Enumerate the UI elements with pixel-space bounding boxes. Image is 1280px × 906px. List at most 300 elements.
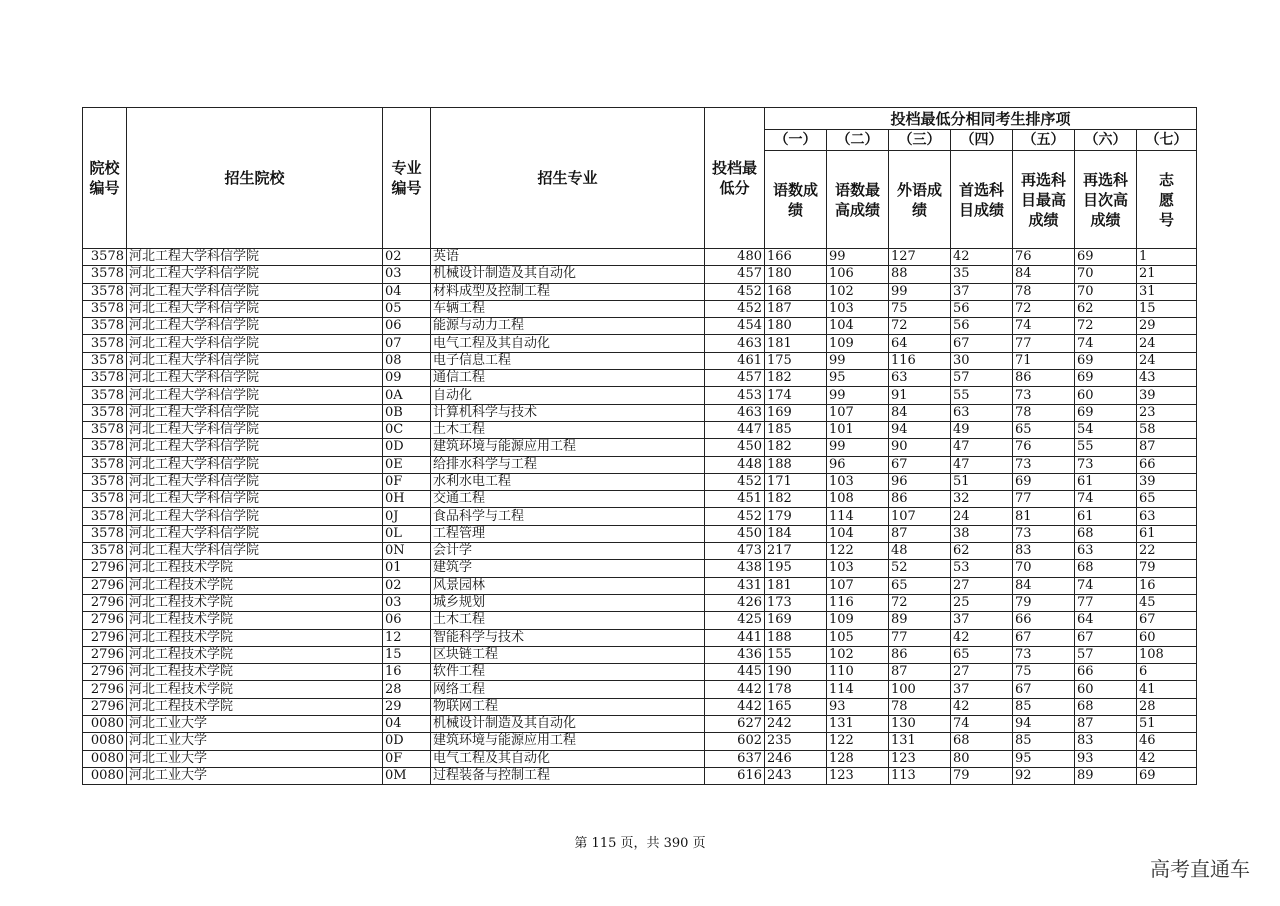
cell-item-3: 52 [889,560,951,577]
cell-major-code: 08 [383,352,431,369]
cell-item-3: 88 [889,266,951,283]
cell-item-4: 37 [951,612,1013,629]
header-school-name: 招生院校 [127,108,383,249]
cell-item-1: 178 [765,681,827,698]
cell-item-3: 131 [889,733,951,750]
header-item-no-3: （三） [889,130,951,151]
cell-item-7: 39 [1137,387,1197,404]
cell-item-6: 69 [1075,404,1137,421]
cell-item-6: 69 [1075,249,1137,266]
cell-item-5: 70 [1013,560,1075,577]
cell-school-name: 河北工程大学科信学院 [127,300,383,317]
cell-major-name: 建筑学 [431,560,705,577]
header-school-code: 院校编号 [83,108,127,249]
cell-major-name: 土木工程 [431,421,705,438]
cell-school-code: 3578 [83,266,127,283]
page-number: 第 115 页，共 390 页 [574,836,706,851]
cell-item-3: 123 [889,750,951,767]
cell-min-score: 450 [705,439,765,456]
cell-item-5: 67 [1013,629,1075,646]
cell-item-7: 69 [1137,767,1197,784]
cell-school-name: 河北工程大学科信学院 [127,421,383,438]
cell-item-4: 42 [951,629,1013,646]
table-row [83,491,1197,508]
cell-school-code: 3578 [83,300,127,317]
cell-item-2: 105 [827,629,889,646]
cell-item-7: 51 [1137,716,1197,733]
cell-major-name: 建筑环境与能源应用工程 [431,733,705,750]
cell-major-name: 材料成型及控制工程 [431,283,705,300]
table-row [83,698,1197,715]
cell-item-7: 43 [1137,370,1197,387]
cell-item-2: 122 [827,733,889,750]
cell-item-6: 74 [1075,491,1137,508]
cell-min-score: 627 [705,716,765,733]
cell-item-1: 168 [765,283,827,300]
table-row [83,525,1197,542]
cell-school-code: 3578 [83,473,127,490]
cell-major-code: 15 [383,646,431,663]
cell-min-score: 451 [705,491,765,508]
cell-item-2: 128 [827,750,889,767]
table-header [83,108,1197,249]
cell-item-5: 95 [1013,750,1075,767]
cell-item-7: 29 [1137,318,1197,335]
cell-item-1: 188 [765,456,827,473]
cell-item-6: 72 [1075,318,1137,335]
cell-min-score: 473 [705,543,765,560]
cell-item-1: 182 [765,439,827,456]
cell-item-6: 73 [1075,456,1137,473]
cell-major-code: 0D [383,439,431,456]
cell-major-name: 工程管理 [431,525,705,542]
cell-major-code: 0B [383,404,431,421]
cell-item-5: 69 [1013,473,1075,490]
table-row [83,612,1197,629]
cell-item-5: 83 [1013,543,1075,560]
cell-item-2: 107 [827,404,889,421]
header-item-no-4: （四） [951,130,1013,151]
cell-school-code: 3578 [83,387,127,404]
cell-item-4: 32 [951,491,1013,508]
cell-school-code: 2796 [83,664,127,681]
table-row [83,387,1197,404]
cell-school-code: 2796 [83,646,127,663]
cell-item-3: 77 [889,629,951,646]
cell-item-5: 85 [1013,698,1075,715]
table-row [83,646,1197,663]
cell-item-3: 116 [889,352,951,369]
cell-school-name: 河北工程技术学院 [127,612,383,629]
cell-item-2: 102 [827,646,889,663]
cell-item-6: 61 [1075,473,1137,490]
table-row [83,318,1197,335]
cell-item-5: 74 [1013,318,1075,335]
cell-school-name: 河北工程大学科信学院 [127,456,383,473]
cell-item-6: 77 [1075,594,1137,611]
cell-item-3: 72 [889,318,951,335]
cell-major-name: 英语 [431,249,705,266]
cell-item-5: 78 [1013,283,1075,300]
cell-item-4: 62 [951,543,1013,560]
cell-item-2: 104 [827,318,889,335]
header-item-label-7: 志愿号 [1137,151,1197,249]
cell-major-name: 机械设计制造及其自动化 [431,716,705,733]
cell-min-score: 436 [705,646,765,663]
cell-item-6: 63 [1075,543,1137,560]
cell-school-code: 3578 [83,491,127,508]
cell-item-5: 94 [1013,716,1075,733]
cell-school-name: 河北工程技术学院 [127,594,383,611]
cell-major-code: 06 [383,612,431,629]
cell-school-name: 河北工程技术学院 [127,681,383,698]
cell-school-code: 2796 [83,629,127,646]
header-item-label-2: 语数最高成绩 [827,151,889,249]
header-major-code: 专业编号 [383,108,431,249]
cell-major-name: 车辆工程 [431,300,705,317]
cell-school-name: 河北工业大学 [127,716,383,733]
cell-school-name: 河北工程技术学院 [127,577,383,594]
cell-min-score: 463 [705,335,765,352]
cell-item-7: 108 [1137,646,1197,663]
cell-item-6: 93 [1075,750,1137,767]
cell-item-7: 60 [1137,629,1197,646]
cell-school-code: 3578 [83,249,127,266]
cell-school-code: 3578 [83,525,127,542]
cell-item-7: 28 [1137,698,1197,715]
cell-major-code: 0D [383,733,431,750]
cell-major-code: 05 [383,300,431,317]
cell-item-3: 48 [889,543,951,560]
cell-item-1: 179 [765,508,827,525]
cell-major-name: 智能科学与技术 [431,629,705,646]
cell-major-name: 软件工程 [431,664,705,681]
cell-item-3: 89 [889,612,951,629]
cell-school-code: 0080 [83,767,127,784]
cell-major-code: 03 [383,266,431,283]
cell-item-7: 23 [1137,404,1197,421]
table-row [83,733,1197,750]
cell-item-6: 60 [1075,681,1137,698]
cell-major-code: 0M [383,767,431,784]
table-row [83,560,1197,577]
cell-item-2: 131 [827,716,889,733]
cell-school-code: 3578 [83,283,127,300]
cell-item-5: 67 [1013,681,1075,698]
cell-major-name: 网络工程 [431,681,705,698]
cell-school-code: 2796 [83,698,127,715]
cell-item-2: 103 [827,473,889,490]
cell-item-7: 15 [1137,300,1197,317]
cell-school-code: 3578 [83,543,127,560]
cell-school-code: 3578 [83,439,127,456]
cell-major-name: 电气工程及其自动化 [431,750,705,767]
cell-item-2: 99 [827,352,889,369]
cell-item-1: 166 [765,249,827,266]
cell-major-code: 04 [383,716,431,733]
cell-item-4: 25 [951,594,1013,611]
cell-item-5: 77 [1013,335,1075,352]
cell-major-code: 28 [383,681,431,698]
cell-major-code: 0C [383,421,431,438]
cell-item-2: 93 [827,698,889,715]
cell-item-6: 83 [1075,733,1137,750]
cell-major-name: 区块链工程 [431,646,705,663]
cell-min-score: 426 [705,594,765,611]
cell-school-code: 0080 [83,716,127,733]
cell-item-4: 55 [951,387,1013,404]
cell-item-1: 217 [765,543,827,560]
cell-item-7: 24 [1137,335,1197,352]
cell-min-score: 637 [705,750,765,767]
cell-school-name: 河北工程大学科信学院 [127,318,383,335]
cell-item-3: 127 [889,249,951,266]
cell-item-6: 89 [1075,767,1137,784]
cell-item-6: 67 [1075,629,1137,646]
header-item-label-5: 再选科目最高成绩 [1013,151,1075,249]
cell-school-name: 河北工程大学科信学院 [127,266,383,283]
cell-school-code: 2796 [83,681,127,698]
cell-item-4: 65 [951,646,1013,663]
header-major-name: 招生专业 [431,108,705,249]
cell-item-4: 27 [951,577,1013,594]
cell-item-6: 70 [1075,266,1137,283]
cell-item-6: 54 [1075,421,1137,438]
cell-min-score: 425 [705,612,765,629]
cell-item-5: 73 [1013,387,1075,404]
cell-major-name: 食品科学与工程 [431,508,705,525]
cell-item-1: 180 [765,318,827,335]
cell-major-name: 过程装备与控制工程 [431,767,705,784]
admission-score-table [82,107,1197,785]
cell-min-score: 602 [705,733,765,750]
header-item-label-6: 再选科目次高成绩 [1075,151,1137,249]
cell-min-score: 452 [705,473,765,490]
cell-item-5: 92 [1013,767,1075,784]
cell-item-5: 71 [1013,352,1075,369]
cell-school-code: 2796 [83,560,127,577]
cell-major-code: 03 [383,594,431,611]
cell-item-2: 101 [827,421,889,438]
cell-school-code: 3578 [83,456,127,473]
cell-major-name: 城乡规划 [431,594,705,611]
cell-item-2: 110 [827,664,889,681]
table-row [83,283,1197,300]
cell-school-name: 河北工程技术学院 [127,629,383,646]
cell-major-name: 通信工程 [431,370,705,387]
cell-major-code: 02 [383,577,431,594]
cell-item-7: 46 [1137,733,1197,750]
cell-major-code: 0A [383,387,431,404]
cell-item-5: 84 [1013,577,1075,594]
header-min-score: 投档最低分 [705,108,765,249]
cell-item-1: 190 [765,664,827,681]
cell-item-3: 100 [889,681,951,698]
cell-item-5: 84 [1013,266,1075,283]
cell-item-5: 76 [1013,249,1075,266]
cell-major-code: 12 [383,629,431,646]
cell-item-1: 243 [765,767,827,784]
cell-item-7: 66 [1137,456,1197,473]
cell-school-code: 3578 [83,404,127,421]
cell-school-code: 2796 [83,577,127,594]
cell-item-3: 86 [889,646,951,663]
cell-min-score: 461 [705,352,765,369]
cell-item-5: 73 [1013,525,1075,542]
cell-item-2: 96 [827,456,889,473]
cell-item-2: 108 [827,491,889,508]
cell-item-6: 62 [1075,300,1137,317]
table-body [83,249,1197,785]
cell-item-3: 72 [889,594,951,611]
table-row [83,439,1197,456]
cell-item-7: 22 [1137,543,1197,560]
cell-item-5: 66 [1013,612,1075,629]
cell-item-2: 122 [827,543,889,560]
cell-major-code: 02 [383,249,431,266]
cell-item-3: 84 [889,404,951,421]
cell-item-5: 72 [1013,300,1075,317]
cell-major-name: 风景园林 [431,577,705,594]
cell-major-code: 0F [383,750,431,767]
cell-item-4: 79 [951,767,1013,784]
cell-item-2: 102 [827,283,889,300]
cell-item-2: 99 [827,249,889,266]
cell-school-name: 河北工程大学科信学院 [127,249,383,266]
table-row [83,716,1197,733]
header-item-no-7: （七） [1137,130,1197,151]
cell-item-7: 79 [1137,560,1197,577]
header-item-no-5: （五） [1013,130,1075,151]
table-row [83,577,1197,594]
cell-min-score: 438 [705,560,765,577]
cell-major-code: 0H [383,491,431,508]
cell-item-2: 95 [827,370,889,387]
cell-school-name: 河北工程技术学院 [127,664,383,681]
cell-min-score: 441 [705,629,765,646]
cell-major-name: 电子信息工程 [431,352,705,369]
cell-item-2: 103 [827,300,889,317]
header-tie-group: 投档最低分相同考生排序项 [765,108,1197,130]
cell-item-5: 73 [1013,456,1075,473]
cell-item-6: 87 [1075,716,1137,733]
watermark-text: 高考直通车 [1150,857,1250,881]
cell-major-code: 29 [383,698,431,715]
cell-major-name: 物联网工程 [431,698,705,715]
cell-item-2: 104 [827,525,889,542]
table-row [83,664,1197,681]
cell-item-4: 37 [951,681,1013,698]
cell-item-1: 181 [765,335,827,352]
cell-item-1: 185 [765,421,827,438]
cell-major-name: 交通工程 [431,491,705,508]
cell-item-1: 187 [765,300,827,317]
cell-item-1: 184 [765,525,827,542]
cell-school-name: 河北工程大学科信学院 [127,508,383,525]
cell-min-score: 452 [705,508,765,525]
table-row [83,681,1197,698]
cell-item-6: 68 [1075,698,1137,715]
cell-item-2: 114 [827,508,889,525]
cell-item-6: 61 [1075,508,1137,525]
table-row [83,404,1197,421]
cell-item-1: 182 [765,491,827,508]
cell-item-6: 74 [1075,577,1137,594]
cell-item-1: 181 [765,577,827,594]
cell-min-score: 447 [705,421,765,438]
cell-item-4: 47 [951,439,1013,456]
cell-school-code: 3578 [83,352,127,369]
cell-item-4: 35 [951,266,1013,283]
table-row [83,335,1197,352]
cell-major-name: 计算机科学与技术 [431,404,705,421]
cell-min-score: 452 [705,300,765,317]
cell-item-4: 51 [951,473,1013,490]
cell-major-name: 能源与动力工程 [431,318,705,335]
cell-major-name: 给排水科学与工程 [431,456,705,473]
cell-major-name: 电气工程及其自动化 [431,335,705,352]
cell-item-7: 16 [1137,577,1197,594]
cell-item-3: 67 [889,456,951,473]
cell-min-score: 445 [705,664,765,681]
cell-item-1: 188 [765,629,827,646]
cell-min-score: 457 [705,370,765,387]
cell-item-2: 99 [827,387,889,404]
cell-item-1: 235 [765,733,827,750]
cell-item-7: 6 [1137,664,1197,681]
cell-item-7: 42 [1137,750,1197,767]
cell-school-name: 河北工程技术学院 [127,646,383,663]
cell-item-2: 107 [827,577,889,594]
cell-school-code: 2796 [83,612,127,629]
cell-item-6: 70 [1075,283,1137,300]
cell-item-6: 69 [1075,370,1137,387]
cell-item-4: 30 [951,352,1013,369]
cell-item-7: 61 [1137,525,1197,542]
cell-item-4: 74 [951,716,1013,733]
table-row [83,249,1197,266]
cell-major-name: 自动化 [431,387,705,404]
cell-school-name: 河北工业大学 [127,733,383,750]
table-row [83,767,1197,784]
cell-min-score: 454 [705,318,765,335]
cell-min-score: 457 [705,266,765,283]
cell-item-7: 65 [1137,491,1197,508]
cell-item-5: 81 [1013,508,1075,525]
cell-item-2: 106 [827,266,889,283]
header-item-no-6: （六） [1075,130,1137,151]
cell-item-7: 58 [1137,421,1197,438]
cell-item-4: 80 [951,750,1013,767]
cell-school-code: 0080 [83,733,127,750]
cell-item-1: 173 [765,594,827,611]
cell-min-score: 480 [705,249,765,266]
cell-min-score: 616 [705,767,765,784]
cell-item-5: 65 [1013,421,1075,438]
cell-item-4: 49 [951,421,1013,438]
cell-major-code: 0F [383,473,431,490]
cell-item-6: 55 [1075,439,1137,456]
cell-min-score: 450 [705,525,765,542]
cell-item-4: 68 [951,733,1013,750]
cell-school-name: 河北工程技术学院 [127,560,383,577]
cell-school-code: 3578 [83,508,127,525]
cell-item-2: 116 [827,594,889,611]
cell-school-name: 河北工程大学科信学院 [127,404,383,421]
cell-item-1: 180 [765,266,827,283]
cell-item-1: 171 [765,473,827,490]
cell-item-2: 103 [827,560,889,577]
